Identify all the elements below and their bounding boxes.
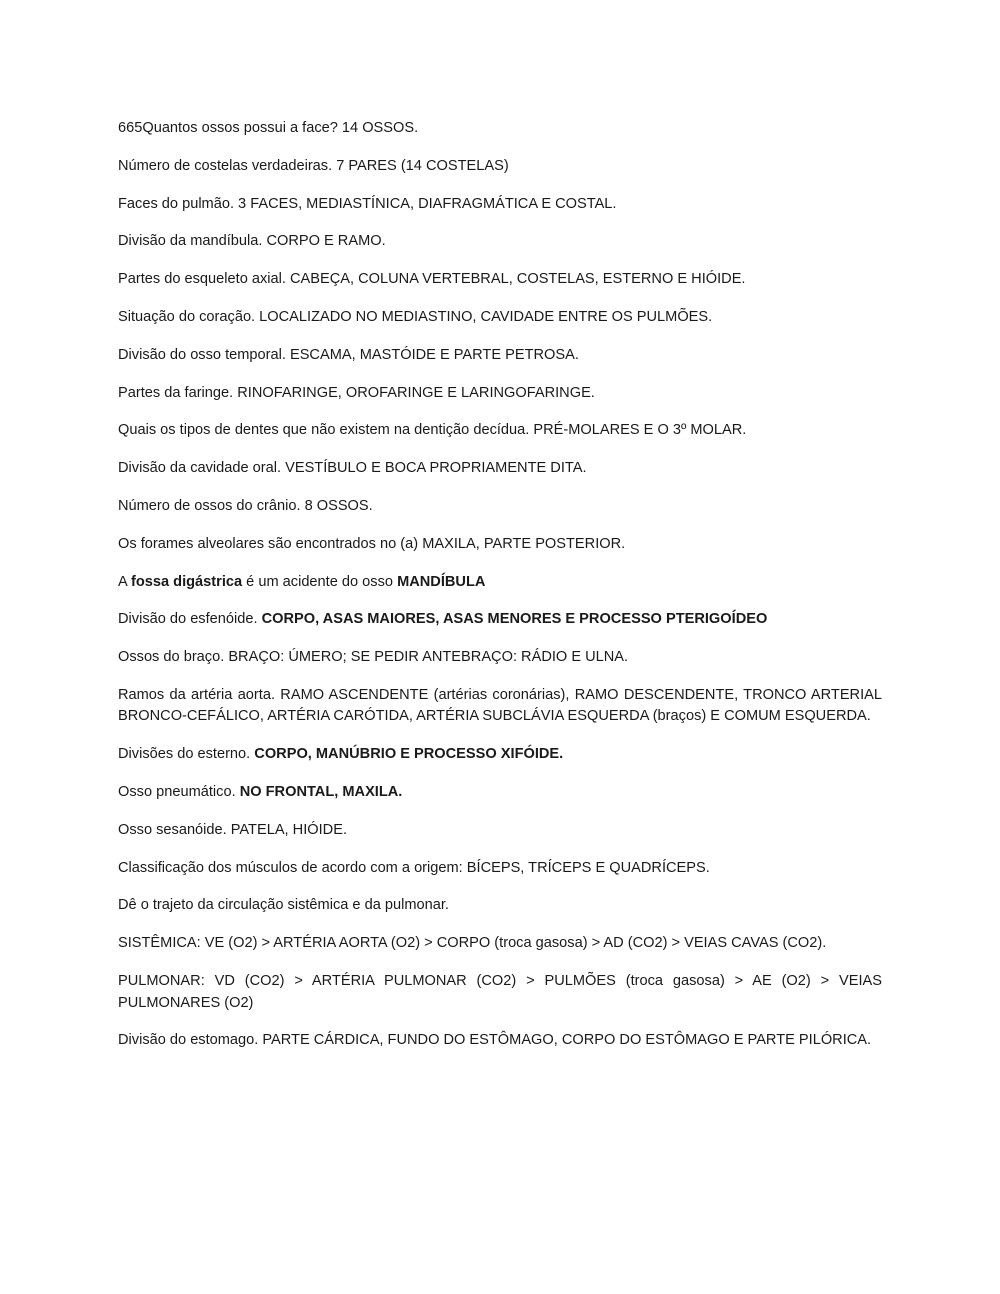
- paragraph-muscle-classification: Classificação dos músculos de acordo com a origem: BÍCEPS, TRÍCEPS E QUADRÍCEPS.: [118, 859, 710, 876]
- paragraph-true-ribs: Número de costelas verdadeiras. 7 PARES (14 COSTELAS): [118, 157, 509, 174]
- bold-run: CORPO, ASAS MAIORES, ASAS MENORES E PROCESSO PTERIGOÍDEO: [261, 611, 768, 628]
- paragraph-pharynx-parts: Partes da faringe. RINOFARINGE, OROFARINGE E LARINGOFARINGE.: [118, 384, 595, 401]
- text-run: é um acidente do osso: [242, 573, 398, 590]
- paragraph-axial-skeleton: Partes do esqueleto axial. CABEÇA, COLUNA VERTEBRAL, COSTELAS, ESTERNO E HIÓIDE.: [118, 271, 746, 288]
- text-run: Osso pneumático.: [118, 784, 240, 801]
- paragraph-oral-cavity: Divisão da cavidade oral. VESTÍBULO E BOCA PROPRIAMENTE DITA.: [118, 460, 587, 477]
- paragraph-sesamoid-bone: Osso sesanóide. PATELA, HIÓIDE.: [118, 821, 347, 838]
- paragraph-digastric-fossa: [118, 572, 882, 594]
- paragraph-cranium-bones: Número de ossos do crânio. 8 OSSOS.: [118, 497, 373, 514]
- paragraph-sphenoid-division: [118, 609, 882, 631]
- bold-run: CORPO, MANÚBRIO E PROCESSO XIFÓIDE.: [254, 746, 564, 763]
- paragraph-circulation-question: Dê o trajeto da circulação sistêmica e da pulmonar.: [118, 897, 449, 914]
- paragraph-pneumatic-bone: [118, 782, 882, 804]
- paragraph-heart-location: Situação do coração. LOCALIZADO NO MEDIASTINO, CAVIDADE ENTRE OS PULMÕES.: [118, 308, 713, 325]
- text-run: Divisões do esterno.: [118, 746, 255, 763]
- bold-run: MANDÍBULA: [397, 573, 486, 590]
- paragraph-pulmonary-circulation: PULMONAR: VD (CO2) > ARTÉRIA PULMONAR (CO2) > PULMÕES (troca gasosa) > AE (O2) > VEIAS PULMONARES (O2): [118, 973, 882, 1011]
- paragraph-mandible-division: Divisão da mandíbula. CORPO E RAMO.: [118, 233, 386, 250]
- paragraph-deciduous-teeth: Quais os tipos de dentes que não existem na dentição decídua. PRÉ-MOLARES E O 3º MOLAR.: [118, 422, 747, 439]
- text-run: Divisão do esfenóide.: [118, 611, 262, 628]
- bold-run: fossa digástrica: [130, 573, 243, 590]
- paragraph-systemic-circulation: SISTÊMICA: VE (O2) > ARTÉRIA AORTA (O2) > CORPO (troca gasosa) > AD (CO2) > VEIAS CAVAS (CO2).: [118, 935, 827, 952]
- paragraph-stomach-division: Divisão do estomago. PARTE CÁRDICA, FUNDO DO ESTÔMAGO, CORPO DO ESTÔMAGO E PARTE PILÓRICA.: [118, 1032, 872, 1049]
- paragraph-temporal-bone: Divisão do osso temporal. ESCAMA, MASTÓIDE E PARTE PETROSA.: [118, 346, 579, 363]
- paragraph-face-bones: 665Quantos ossos possui a face? 14 OSSOS.: [118, 120, 419, 136]
- document-body: [118, 118, 882, 1052]
- paragraph-sternum-divisions: [118, 744, 882, 766]
- paragraph-lung-faces: Faces do pulmão. 3 FACES, MEDIASTÍNICA, DIAFRAGMÁTICA E COSTAL.: [118, 195, 617, 212]
- paragraph-alveolar-foramina: Os forames alveolares são encontrados no (a) MAXILA, PARTE POSTERIOR.: [118, 535, 626, 552]
- paragraph-arm-bones: Ossos do braço. BRAÇO: ÚMERO; SE PEDIR ANTEBRAÇO: RÁDIO E ULNA.: [118, 649, 629, 666]
- bold-run: NO FRONTAL, MAXILA.: [239, 784, 403, 801]
- text-run: A: [118, 573, 131, 590]
- paragraph-aorta-branches: Ramos da artéria aorta. RAMO ASCENDENTE (artérias coronárias), RAMO DESCENDENTE, TRONCO ARTERIAL BRONCO-CEFÁLICO, ARTÉRIA CARÓTIDA, ARTÉRIA SUBCLÁVIA ESQUERDA (braços) E COMUM ESQUERDA.: [118, 686, 882, 725]
